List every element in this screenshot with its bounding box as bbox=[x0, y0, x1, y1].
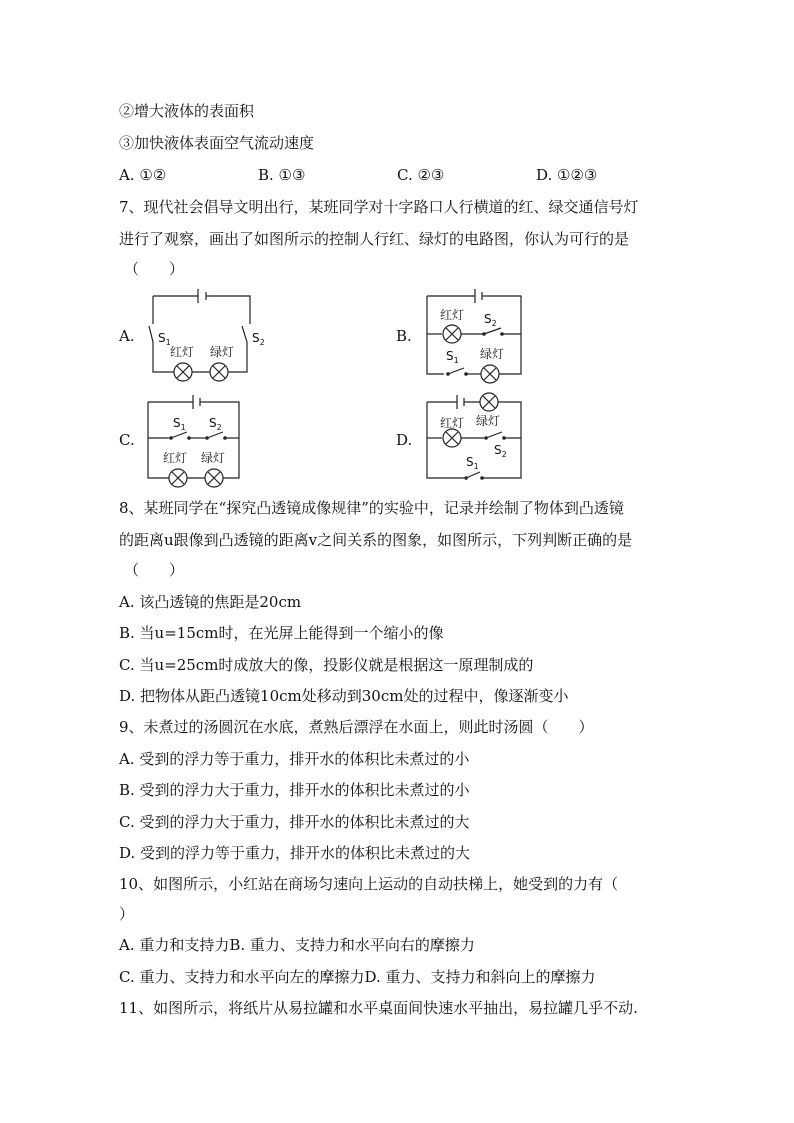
q7-label-c: C. bbox=[119, 431, 135, 449]
svg-text:绿灯: 绿灯 bbox=[201, 451, 226, 465]
option-3-text: ③加快液体表面空气流动速度 bbox=[119, 134, 315, 152]
svg-text:绿灯: 绿灯 bbox=[480, 347, 505, 361]
q8-option-b: B. 当u=15cm时，在光屏上能得到一个缩小的像 bbox=[119, 624, 444, 642]
circuit-diagram-b bbox=[424, 286, 534, 386]
svg-text:S2: $S_2$ bbox=[494, 443, 507, 459]
switch-s2 bbox=[207, 432, 223, 438]
q7-label-d: D. bbox=[396, 431, 413, 449]
switch-s1 bbox=[466, 472, 480, 478]
q7-stem-line1: 7、现代社会倡导文明出行，某班同学对十字路口人行横道的红、绿交通信号灯 bbox=[119, 198, 639, 216]
svg-text:绿灯: 绿灯 bbox=[476, 414, 501, 428]
svg-text:S1: $S_1$ bbox=[173, 416, 186, 432]
switch-s1 bbox=[448, 368, 464, 374]
q10-options-ab: A. 重力和支持力B. 重力、支持力和水平向右的摩擦力 bbox=[119, 936, 475, 954]
q8-blank: （ ） bbox=[124, 561, 185, 579]
q8-option-a: A. 该凸透镜的焦距是20cm bbox=[119, 593, 302, 611]
q9-option-c: C. 受到的浮力大于重力，排开水的体积比未煮过的大 bbox=[119, 813, 470, 831]
q10-options-cd: C. 重力、支持力和水平向左的摩擦力D. 重力、支持力和斜向上的摩擦力 bbox=[119, 968, 596, 986]
switch-s2 bbox=[484, 328, 501, 334]
q7-label-b: B. bbox=[396, 327, 412, 345]
svg-text:红灯: 红灯 bbox=[440, 416, 465, 430]
label-s1: $S_1$ bbox=[158, 331, 171, 347]
svg-text:S1: $S_1$ bbox=[466, 455, 479, 471]
svg-text:S2: $S_2$ bbox=[209, 416, 222, 432]
q9-option-d: D. 受到的浮力等于重力，排开水的体积比未煮过的大 bbox=[119, 844, 471, 862]
switch-s1 bbox=[149, 326, 153, 342]
q10-stem-line1: 10、如图所示，小红站在商场匀速向上运动的自动扶梯上，她受到的力有（ bbox=[119, 875, 619, 893]
q6-option-c: C. ②③ bbox=[397, 166, 445, 184]
q8-stem-line2: 的距离u跟像到凸透镜的距离v之间关系的图象，如图所示，下列判断正确的是 bbox=[119, 531, 633, 549]
label-red-lamp: 红灯 bbox=[170, 345, 195, 359]
q7-stem-line2: 进行了观察，画出了如图所示的控制人行红、绿灯的电路图，你认为可行的是 bbox=[119, 230, 630, 248]
svg-text:红灯: 红灯 bbox=[163, 451, 188, 465]
q10-stem-line2: ） bbox=[119, 905, 135, 923]
option-2-text: ②增大液体的表面积 bbox=[119, 102, 255, 120]
circuit-diagram-c bbox=[145, 392, 250, 492]
circuit-diagram-d bbox=[424, 392, 534, 487]
q11-stem: 11、如图所示，将纸片从易拉罐和水平桌面间快速水平抽出，易拉罐几乎不动. bbox=[119, 999, 638, 1017]
q6-option-a: A. ①② bbox=[119, 166, 167, 184]
q8-option-d: D. 把物体从距凸透镜10cm处移动到30cm处的过程中，像逐渐变小 bbox=[119, 687, 569, 705]
q9-stem: 9、未煮过的汤圆沉在水底，煮熟后漂浮在水面上，则此时汤圆（ ） bbox=[119, 718, 594, 736]
label-s2: $S_2$ bbox=[252, 331, 265, 347]
switch-s2 bbox=[242, 326, 247, 342]
q7-label-a: A. bbox=[119, 327, 135, 345]
svg-text:S1: $S_1$ bbox=[446, 349, 459, 365]
q6-option-d: D. ①②③ bbox=[536, 166, 598, 184]
q9-option-b: B. 受到的浮力大于重力，排开水的体积比未煮过的小 bbox=[119, 781, 470, 799]
q7-blank: （ ） bbox=[124, 260, 185, 278]
svg-text:红灯: 红灯 bbox=[440, 308, 465, 322]
q9-option-a: A. 受到的浮力等于重力，排开水的体积比未煮过的小 bbox=[119, 750, 470, 768]
label-green-lamp: 绿灯 bbox=[210, 345, 235, 359]
svg-text:S2: $S_2$ bbox=[484, 312, 497, 328]
switch-s1 bbox=[171, 432, 187, 438]
switch-s2 bbox=[486, 432, 502, 438]
q8-stem-line1: 8、某班同学在“探究凸透镜成像规律”的实验中，记录并绘制了物体到凸透镜 bbox=[119, 499, 624, 517]
q6-option-b: B. ①③ bbox=[258, 166, 306, 184]
q8-option-c: C. 当u=25cm时成放大的像，投影仪就是根据这一原理制成的 bbox=[119, 656, 534, 674]
circuit-diagram-a bbox=[140, 286, 280, 386]
